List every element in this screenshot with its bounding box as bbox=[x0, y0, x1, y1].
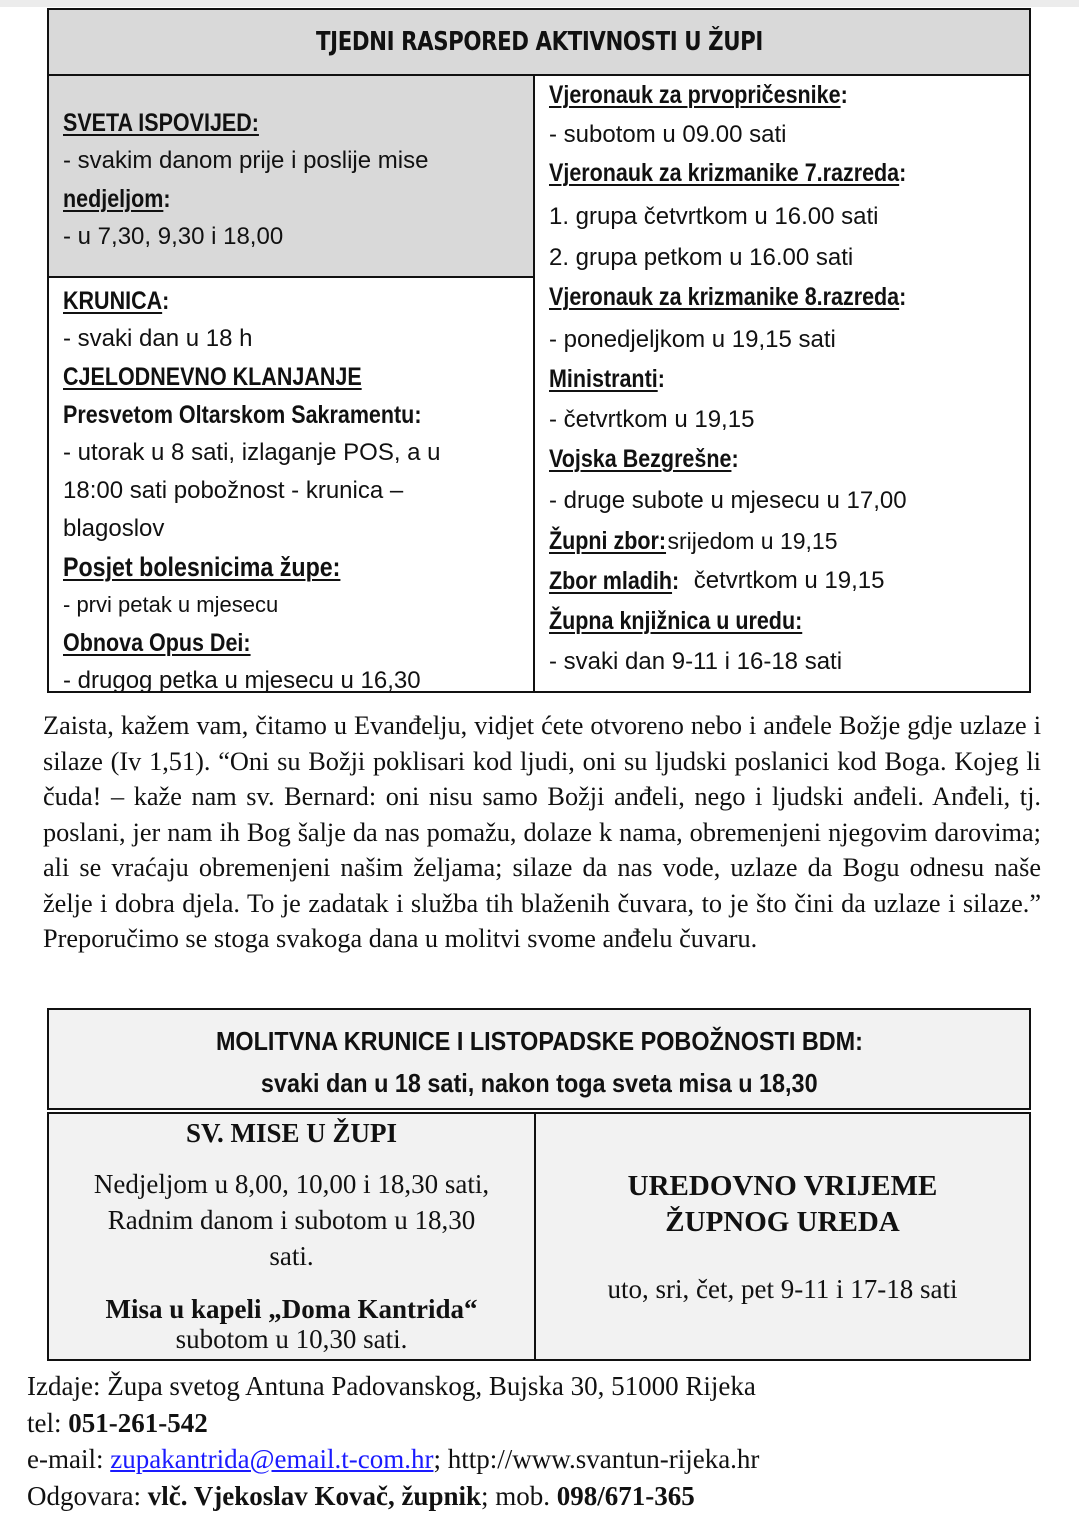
masses-title: SV. MISE U ŽUPI bbox=[185, 1118, 398, 1148]
youth-choir-time: četvrtkom u 19,15 bbox=[680, 567, 885, 594]
masses-line-1: Nedjeljom u 8,00, 10,00 i 18,30 sati, bbox=[93, 1169, 490, 1199]
confession-sunday-times: - u 7,30, 9,30 i 18,00 bbox=[63, 223, 284, 250]
rosary-box-title bbox=[49, 1026, 1029, 1057]
publisher-label: Izdaje: bbox=[27, 1371, 108, 1401]
chapel-mass-time: subotom u 10,30 sati. bbox=[175, 1324, 408, 1354]
opus-dei-heading: Obnova Opus Dei: bbox=[63, 629, 251, 657]
mobile-label: ; mob. bbox=[481, 1480, 557, 1511]
email-label: e-mail: bbox=[27, 1444, 111, 1474]
masses-line-2: Radnim danom i subotom u 18,30 bbox=[107, 1205, 476, 1235]
army-heading: Vojska Bezgrešne bbox=[549, 445, 732, 473]
confirmation-7-group-2: 2. grupa petkom u 16.00 sati bbox=[549, 244, 854, 271]
reflection-paragraph: Zaista, kažem vam, čitamo u Evanđelju, vidjet ćete otvoreno nebo i anđele Božje gdje uzlaze i silaze (Iv 1,51). “Oni su Božji poklisari kod ljudi, oni su ljudski poslanici kod Boga. Kojeg li čuda! – kaže nam sv. Bernard: oni nisu samo Božji anđeli, nego i ljudski anđeli. Anđeli, tj. poslani, jer nam ih Bog šalje da nas pomažu, dolaze k nama, obremenjeni njegovim darovima; ali se vraćaju obremenjeni našim željama; silaze da nas vode, uzlaze da Bogu odnesu naše želje i dobra djela. To je zadatak i služba tih blaženih čuvara, to je što čini da uzlaze i silaze.” Preporučimo se stoga svakoga dana u molitvi svome anđelu čuvaru. bbox=[43, 711, 1041, 953]
parish-choir-heading: Župni zbor: bbox=[549, 527, 667, 555]
office-hours-cell bbox=[536, 1114, 1029, 1359]
office-hours: uto, sri, čet, pet 9-11 i 17-18 sati bbox=[607, 1274, 958, 1304]
youth-choir-heading-group bbox=[549, 562, 679, 600]
mobile-number: 098/671-365 bbox=[556, 1480, 695, 1511]
library-line: - svaki dan 9-11 i 16-18 sati bbox=[549, 648, 843, 675]
parish-choir-time: srijedom u 19,15 bbox=[661, 528, 838, 554]
confession-line: - svakim danom prije i poslije mise bbox=[63, 147, 429, 174]
office-hours-title-line-2: ŽUPNOG UREDA bbox=[665, 1206, 900, 1238]
schedule-title-text: TJEDNI RASPORED AKTIVNOSTI U ŽUPI bbox=[315, 27, 763, 57]
confirmation-8-colon: : bbox=[899, 283, 907, 311]
masses-schedule bbox=[49, 1166, 534, 1274]
tel-number: 051-261-542 bbox=[68, 1407, 208, 1438]
publisher-name: Župa svetog Antuna Padovanskog, Bujska 30, 51000 Rijeka bbox=[107, 1371, 756, 1401]
contact-line bbox=[27, 1441, 759, 1478]
responsible-name: vlč. Vjekoslav Kovač, župnik bbox=[147, 1480, 481, 1511]
website-url: http://www.svantun-rijeka.hr bbox=[447, 1444, 760, 1474]
rosary-devotions-box bbox=[47, 1008, 1031, 1110]
library-heading: Župna knjižnica u uredu: bbox=[549, 607, 803, 635]
separator: ; bbox=[433, 1444, 448, 1474]
weekly-schedule-table bbox=[47, 8, 1031, 693]
adoration-subheading: Presvetom Oltarskom Sakramentu: bbox=[63, 401, 422, 429]
publisher-line bbox=[27, 1368, 759, 1405]
sick-visit-heading: Posjet bolesnicima župe: bbox=[63, 552, 341, 582]
sick-visit-line: - prvi petak u mjesecu bbox=[63, 592, 279, 617]
altar-servers-heading: Ministranti bbox=[549, 365, 658, 393]
adoration-line-1: - utorak u 8 sati, izlaganje POS, a u bbox=[63, 439, 441, 466]
masses-cell bbox=[49, 1114, 536, 1359]
office-hours-title-line-1: UREDOVNO VRIJEME bbox=[627, 1170, 938, 1202]
email-link[interactable]: zupakantrida@email.t-com.hr bbox=[110, 1444, 434, 1474]
adoration-line-2: 18:00 sati pobožnost - krunica – bbox=[63, 477, 404, 504]
youth-choir-colon: : bbox=[672, 567, 680, 595]
confirmation-7-heading: Vjeronauk za krizmanike 7.razreda bbox=[549, 159, 900, 187]
schedule-left-column bbox=[49, 76, 535, 694]
army-heading-group bbox=[549, 440, 739, 478]
altar-servers-heading-group bbox=[549, 360, 665, 398]
first-communion-colon: : bbox=[840, 81, 848, 109]
first-communion-line: - subotom u 09.00 sati bbox=[549, 121, 787, 148]
adoration-heading: CJELODNEVNO KLANJANJE bbox=[63, 363, 362, 391]
army-colon: : bbox=[731, 445, 739, 473]
rosary-colon: : bbox=[162, 287, 170, 315]
rosary-box-subtitle-text: svaki dan u 18 sati, nakon toga sveta misa u 18,30 bbox=[260, 1068, 818, 1098]
office-hours-title bbox=[536, 1168, 1029, 1240]
altar-servers-colon: : bbox=[657, 365, 665, 393]
masses-office-table bbox=[47, 1112, 1031, 1361]
adoration-line-3: blagoslov bbox=[63, 515, 165, 542]
confirmation-7-colon: : bbox=[899, 159, 907, 187]
altar-servers-line: - četvrtkom u 19,15 bbox=[549, 406, 755, 433]
tel-label: tel: bbox=[27, 1407, 69, 1438]
confirmation-8-line: - ponedjeljkom u 19,15 sati bbox=[549, 326, 836, 353]
army-line: - druge subote u mjesecu u 17,00 bbox=[549, 487, 907, 514]
sunday-heading: nedjeljom bbox=[63, 185, 164, 213]
confirmation-7-heading-group bbox=[549, 154, 906, 192]
confession-heading: SVETA ISPOVIJED: bbox=[63, 109, 259, 137]
schedule-title bbox=[49, 10, 1029, 76]
masses-line-3: sati. bbox=[269, 1241, 314, 1271]
first-communion-heading-group bbox=[549, 76, 848, 114]
left-activities-cell bbox=[49, 278, 533, 700]
confession-sunday-label bbox=[63, 180, 171, 218]
top-strip bbox=[0, 0, 1079, 7]
schedule-right-column bbox=[535, 76, 1029, 691]
rosary-heading: KRUNICA bbox=[63, 287, 163, 315]
tel-line bbox=[27, 1405, 759, 1442]
chapel-mass-title: Misa u kapeli „Doma Kantrida“ bbox=[105, 1294, 478, 1324]
sunday-colon: : bbox=[163, 185, 171, 213]
confirmation-8-heading: Vjeronauk za krizmanike 8.razreda bbox=[549, 283, 900, 311]
publisher-footer bbox=[27, 1368, 759, 1514]
rosary-box-subtitle bbox=[49, 1068, 1029, 1099]
rosary-box-title-text: MOLITVNA KRUNICE I LISTOPADSKE POBOŽNOSTI BDM: bbox=[215, 1026, 863, 1056]
opus-dei-line: - drugog petka u mjesecu u 16,30 bbox=[63, 667, 421, 694]
first-communion-heading: Vjeronauk za prvopričesnike bbox=[549, 81, 841, 109]
confession-cell bbox=[49, 76, 533, 278]
rosary-heading-group bbox=[63, 282, 169, 320]
responsible-label: Odgovara: bbox=[27, 1480, 148, 1511]
responsible-line bbox=[27, 1478, 759, 1515]
confirmation-8-heading-group bbox=[549, 278, 906, 316]
youth-choir-heading: Zbor mladih bbox=[549, 567, 673, 595]
confirmation-7-group-1: 1. grupa četvrtkom u 16.00 sati bbox=[549, 203, 879, 230]
rosary-line: - svaki dan u 18 h bbox=[63, 325, 253, 352]
